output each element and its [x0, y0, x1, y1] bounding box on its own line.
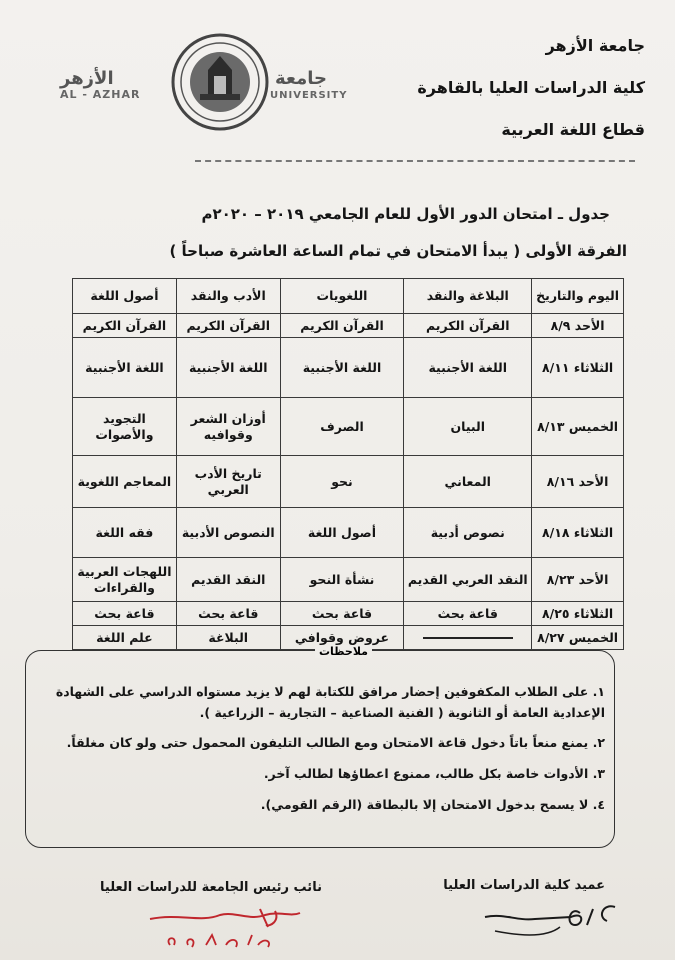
- exam-cell: التجويد والأصوات: [73, 398, 177, 456]
- note-item: ٣. الأدوات خاصة بكل طالب، ممنوع اعطاؤها لطالب آخر.: [263, 765, 605, 781]
- vp-signature-icon: [140, 905, 310, 955]
- exam-cell: قاعة بحث: [404, 602, 532, 626]
- table-row: [73, 508, 624, 558]
- exam-cell: اللغة الأجنبية: [280, 338, 404, 398]
- exam-cell: القرآن الكريم: [176, 314, 280, 338]
- header-divider: [195, 160, 635, 162]
- schedule-subtitle: الفرقة الأولى ( يبدأ الامتحان في تمام الساعة العاشرة صباحاً ): [169, 242, 627, 260]
- dean-signature-title: عميد كلية الدراسات العليا: [443, 878, 605, 893]
- notes-title: ملاحظات: [315, 645, 372, 658]
- column-header: أصول اللغة: [73, 279, 177, 314]
- exam-cell: البيان: [404, 398, 532, 456]
- logo-arabic-right: جامعة: [275, 68, 327, 89]
- column-header: البلاغة والنقد: [404, 279, 532, 314]
- exam-cell: عروض وقوافي: [280, 626, 404, 650]
- al-azhar-seal-icon: [170, 32, 270, 132]
- note-item: ٢. يمنع منعاً باتاً دخول قاعة الامتحان ومع الطالب التليفون المحمول حتى ولو كان مغلقاً.: [66, 735, 605, 751]
- day-cell: الثلاثاء ٨/١٨: [532, 508, 624, 558]
- logo-english-right: UNIVERSITY: [270, 90, 348, 101]
- exam-cell: نحو: [280, 456, 404, 508]
- exam-cell: النقد القديم: [176, 558, 280, 602]
- exam-cell: قاعة بحث: [176, 602, 280, 626]
- dean-signature-icon: [475, 895, 625, 945]
- note-item: ٤. لا يسمح بدخول الامتحان إلا بالبطاقة (الرقم القومي).: [260, 796, 605, 812]
- exam-cell: البلاغة: [176, 626, 280, 650]
- exam-cell: اللهجات العربية والقراءات: [73, 558, 177, 602]
- exam-schedule-table: [72, 278, 624, 650]
- faculty-name: كلية الدراسات العليا بالقاهرة: [417, 78, 645, 97]
- exam-cell: اللغة الأجنبية: [73, 338, 177, 398]
- exam-cell: اللغة الأجنبية: [176, 338, 280, 398]
- empty-cell: [404, 626, 532, 650]
- table-row: [73, 558, 624, 602]
- day-cell: الخميس ٨/٢٧: [532, 626, 624, 650]
- exam-cell: النقد العربي القديم: [404, 558, 532, 602]
- exam-cell: فقه اللغة: [73, 508, 177, 558]
- exam-cell: المعاني: [404, 456, 532, 508]
- day-cell: الأحد ٨/٢٣: [532, 558, 624, 602]
- day-cell: الأحد ٨/١٦: [532, 456, 624, 508]
- schedule-title: جدول ـ امتحان الدور الأول للعام الجامعي ٢٠١٩ – ٢٠٢٠م: [201, 205, 610, 223]
- table-row: [73, 314, 624, 338]
- notes-list: [45, 682, 605, 815]
- exam-cell: أصول اللغة: [280, 508, 404, 558]
- exam-cell: النصوص الأدبية: [176, 508, 280, 558]
- exam-cell: نشأة النحو: [280, 558, 404, 602]
- sector-name: قطاع اللغة العربية: [501, 120, 645, 139]
- exam-cell: الصرف: [280, 398, 404, 456]
- table-row: [73, 398, 624, 456]
- day-cell: الأحد ٨/٩: [532, 314, 624, 338]
- table-header-row: [73, 279, 624, 314]
- exam-cell: قاعة بحث: [73, 602, 177, 626]
- vp-signature-title: نائب رئيس الجامعة للدراسات العليا: [100, 880, 322, 895]
- exam-cell: القرآن الكريم: [280, 314, 404, 338]
- exam-cell: القرآن الكريم: [404, 314, 532, 338]
- exam-cell: اللغة الأجنبية: [404, 338, 532, 398]
- day-cell: الثلاثاء ٨/١١: [532, 338, 624, 398]
- university-logo: [60, 30, 360, 125]
- logo-arabic-left: الأزهر: [60, 68, 114, 89]
- column-header: اليوم والتاريخ: [532, 279, 624, 314]
- exam-cell: أوزان الشعر وقوافيه: [176, 398, 280, 456]
- table-row: [73, 602, 624, 626]
- column-header: اللغويات: [280, 279, 404, 314]
- table-row: [73, 338, 624, 398]
- university-name: جامعة الأزهر: [545, 36, 645, 55]
- note-item: ١. على الطلاب المكفوفين إحضار مرافق للكتابة لهم لا يزيد مستواه الدراسي على الشهادة الإعدادية العامة أو الثانوية ( الفنية الصناعية – التجارية – الزراعية ).: [55, 684, 605, 720]
- exam-cell: قاعة بحث: [280, 602, 404, 626]
- exam-cell: القرآن الكريم: [73, 314, 177, 338]
- logo-english-left: AL - AZHAR: [60, 88, 141, 101]
- exam-cell: تاريخ الأدب العربي: [176, 456, 280, 508]
- day-cell: الخميس ٨/١٣: [532, 398, 624, 456]
- exam-cell: علم اللغة: [73, 626, 177, 650]
- day-cell: الثلاثاء ٨/٢٥: [532, 602, 624, 626]
- exam-cell: المعاجم اللغوية: [73, 456, 177, 508]
- blank-line: [423, 637, 513, 639]
- column-header: الأدب والنقد: [176, 279, 280, 314]
- table-row: [73, 456, 624, 508]
- exam-cell: نصوص أدبية: [404, 508, 532, 558]
- institution-header: [415, 28, 645, 138]
